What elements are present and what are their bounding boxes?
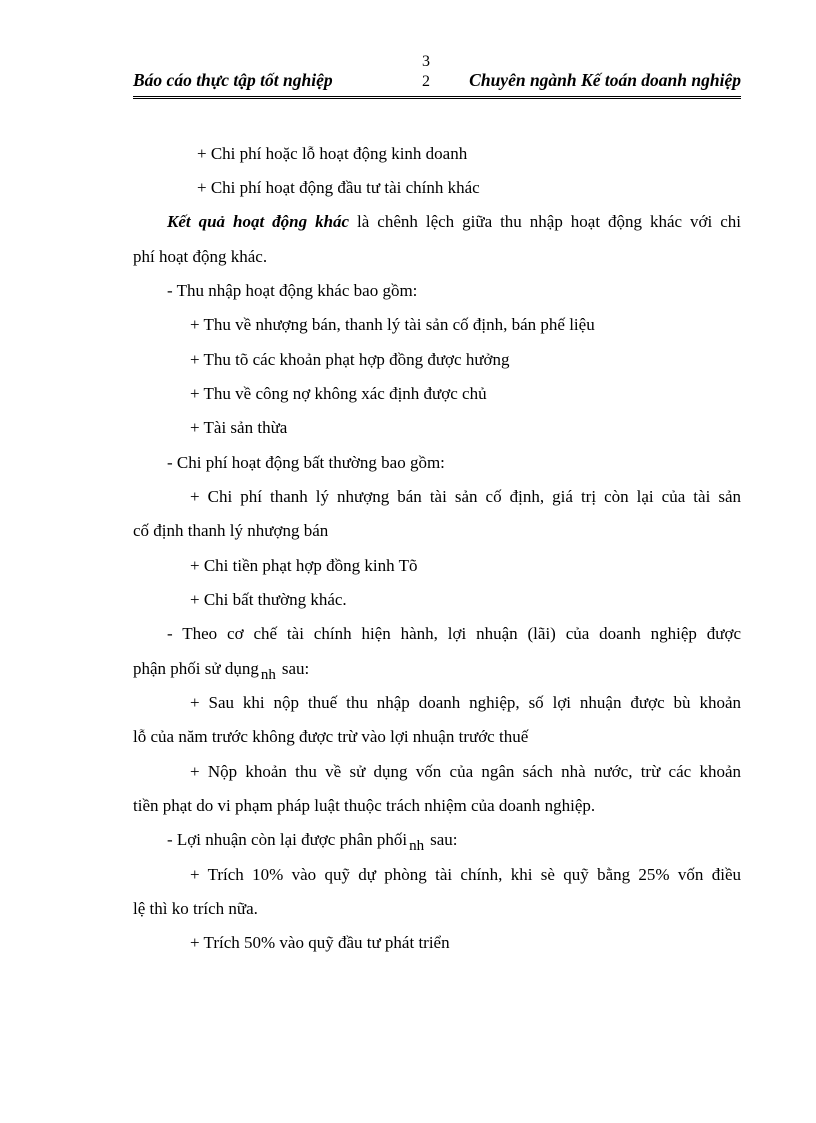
text-line: + Chi phí hoạt động đầu tư tài chính khác: [197, 178, 480, 197]
text-line: - Thu nhập hoạt động khác bao gồm:: [167, 281, 418, 300]
text-span: sau:: [281, 659, 310, 678]
text-line: - Chi phí hoạt động bất thường bao gồm:: [167, 453, 445, 472]
header-major: Chuyên ngành Kế toán doanh nghiệp: [469, 70, 741, 90]
page-number: [416, 52, 436, 92]
paragraph-line: + Chi phí thanh lý nhượng bán tài sản cố định, giá trị còn lại của tài sản: [190, 487, 741, 506]
text-line: lệ thì ko trích nữa.: [133, 899, 258, 918]
text-line: + Tài sản thừa: [190, 418, 288, 437]
text-line: + Thu về công nợ không xác định được chủ: [190, 384, 487, 403]
text-line: + Chi tiền phạt hợp đồng kinh Tõ: [190, 556, 418, 575]
paragraph-line: + Sau khi nộp thuế thu nhập doanh nghiệp, số lợi nhuận được bù khoản: [190, 693, 741, 712]
page-number-top: 3: [422, 53, 430, 70]
text-line: + Trích 50% vào quỹ đầu tư phát triển: [190, 933, 450, 952]
text-span: phận phối sử dụng: [133, 659, 259, 678]
text-span: là chênh lệch giữa thu nhập hoạt động khác với chi: [357, 212, 741, 231]
paragraph-line: [167, 211, 741, 233]
page-number-bottom: 2: [422, 73, 430, 90]
text-line: + Chi phí hoặc lỗ hoạt động kinh doanh: [197, 144, 468, 163]
text-line: lỗ của năm trước không được trừ vào lợi nhuận trước thuế: [133, 727, 529, 746]
subscript-text: nh: [260, 667, 276, 683]
page-header: [133, 50, 741, 99]
paragraph-line: + Nộp khoản thu về sử dụng vốn của ngân sách nhà nước, trừ các khoản: [190, 762, 741, 781]
text-line: + Thu tõ các khoản phạt hợp đồng được hưởng: [190, 350, 510, 369]
text-line: phí hoạt động khác.: [133, 247, 268, 266]
header-report-title: Báo cáo thực tập tốt nghiệp: [133, 70, 333, 90]
text-span: - Lợi nhuận còn lại được phân phối: [167, 830, 408, 849]
text-line: + Thu về nhượng bán, thanh lý tài sản cố định, bán phế liệu: [190, 315, 595, 334]
text-line: cố định thanh lý nhượng bán: [133, 521, 329, 540]
paragraph-line: - Theo cơ chế tài chính hiện hành, lợi nhuận (lãi) của doanh nghiệp được: [167, 624, 741, 643]
text-line: [133, 658, 309, 681]
text-line: [167, 829, 458, 852]
bold-term: Kết quả hoạt động khác: [167, 212, 350, 231]
text-span: sau:: [430, 830, 458, 849]
paragraph-line: + Trích 10% vào quỹ dự phòng tài chính, khi sè quỹ bằng 25% vốn điều: [190, 865, 741, 884]
text-line: tiền phạt do vi phạm pháp luật thuộc trách nhiệm của doanh nghiệp.: [133, 796, 596, 815]
text-line: + Chi bất thường khác.: [190, 590, 347, 609]
subscript-text: nh: [409, 838, 425, 854]
